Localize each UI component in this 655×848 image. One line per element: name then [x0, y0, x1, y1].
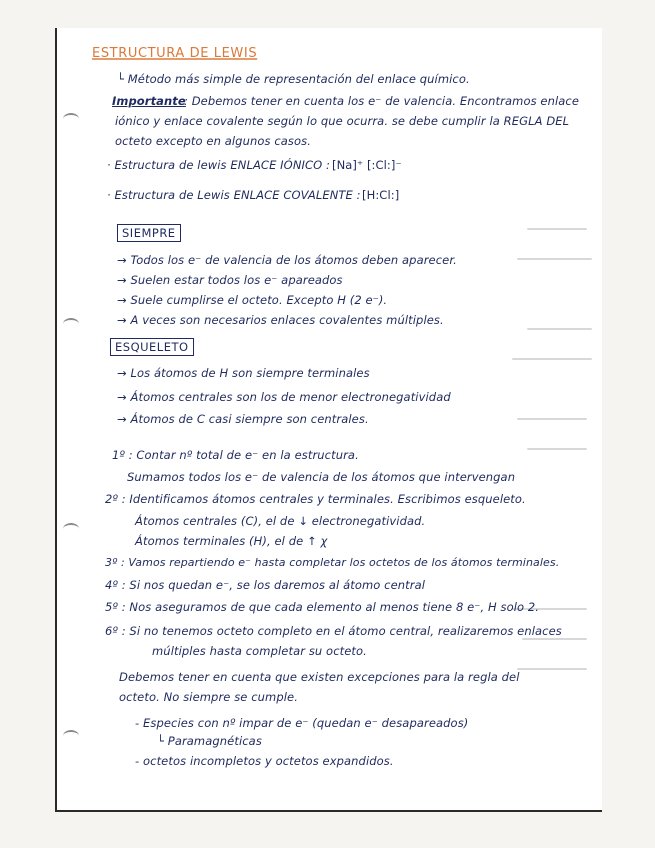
binder-hole-icon: [63, 523, 79, 535]
ionic-example-label: · Estructura de lewis ENLACE IÓNICO :: [107, 158, 331, 172]
esqueleto-heading: ESQUELETO: [110, 338, 194, 356]
binder-hole-icon: [63, 113, 79, 125]
definition-line: └ Método más simple de representación del enlace químico.: [117, 72, 470, 86]
exception-item: - Especies con nº impar de e⁻ (quedan e⁻ desapareados): [135, 716, 469, 730]
binder-hole-icon: [63, 318, 79, 330]
bleed-through-mark: [527, 328, 592, 330]
ionic-formula: [Na]⁺ [:Cl:]⁻: [332, 158, 402, 172]
step-6: 6º : Si no tenemos octeto completo en el átomo central, realizaremos enlaces: [105, 624, 562, 638]
siempre-item: → Suelen estar todos los e⁻ apareados: [117, 273, 343, 287]
step-1: 1º : Contar nº total de e⁻ en la estructura.: [112, 448, 359, 462]
esqueleto-item: → Átomos centrales son los de menor electronegatividad: [117, 390, 451, 404]
siempre-item: → Suele cumplirse el octeto. Excepto H (2 e⁻).: [117, 293, 388, 307]
exception-item: - octetos incompletos y octetos expandidos.: [135, 754, 394, 768]
step-2-detail: Átomos centrales (C), el de ↓ electronegatividad.: [135, 514, 426, 528]
step-1-detail: Sumamos todos los e⁻ de valencia de los átomos que intervengan: [127, 470, 516, 484]
bleed-through-mark: [512, 358, 592, 360]
exception-item-detail: └ Paramagnéticas: [157, 734, 262, 748]
binder-hole-icon: [63, 730, 79, 742]
exceptions-text-line: Debemos tener en cuenta que existen excepciones para la regla del: [119, 670, 520, 684]
important-text-line: iónico y enlace covalente según lo que ocurra. se debe cumplir la REGLA DEL: [115, 114, 570, 128]
covalent-example-label: · Estructura de Lewis ENLACE COVALENTE :: [107, 188, 361, 202]
bleed-through-mark: [527, 228, 587, 230]
page-title: ESTRUCTURA DE LEWIS: [92, 46, 258, 61]
bleed-through-mark: [517, 258, 592, 260]
esqueleto-item: → Átomos de C casi siempre son centrales.: [117, 412, 369, 426]
step-2-detail: Átomos terminales (H), el de ↑ χ: [135, 534, 328, 548]
bleed-through-mark: [522, 638, 587, 640]
important-text-line: : Debemos tener en cuenta los e⁻ de valencia. Encontramos enlace: [184, 94, 580, 108]
bleed-through-mark: [517, 668, 587, 670]
important-label: Importante: [112, 94, 186, 108]
step-3: 3º : Vamos repartiendo e⁻ hasta completar los octetos de los átomos terminales.: [105, 556, 560, 569]
siempre-heading: SIEMPRE: [117, 224, 181, 242]
siempre-item: → Todos los e⁻ de valencia de los átomos deben aparecer.: [117, 253, 457, 267]
step-6-continued: múltiples hasta completar su octeto.: [152, 644, 367, 658]
exceptions-text-line: octeto. No siempre se cumple.: [119, 690, 298, 704]
covalent-formula: [H:Cl:]: [362, 188, 400, 202]
esqueleto-item: → Los átomos de H son siempre terminales: [117, 366, 370, 380]
notebook-page: [55, 28, 602, 812]
siempre-item: → A veces son necesarios enlaces covalentes múltiples.: [117, 313, 444, 327]
step-4: 4º : Si nos quedan e⁻, se los daremos al átomo central: [105, 578, 426, 592]
bleed-through-mark: [527, 448, 587, 450]
step-5: 5º : Nos aseguramos de que cada elemento al menos tiene 8 e⁻, H solo 2.: [105, 600, 540, 614]
step-2: 2º : Identificamos átomos centrales y terminales. Escribimos esqueleto.: [105, 492, 526, 506]
bleed-through-mark: [517, 418, 587, 420]
important-text-line: octeto excepto en algunos casos.: [115, 134, 311, 148]
